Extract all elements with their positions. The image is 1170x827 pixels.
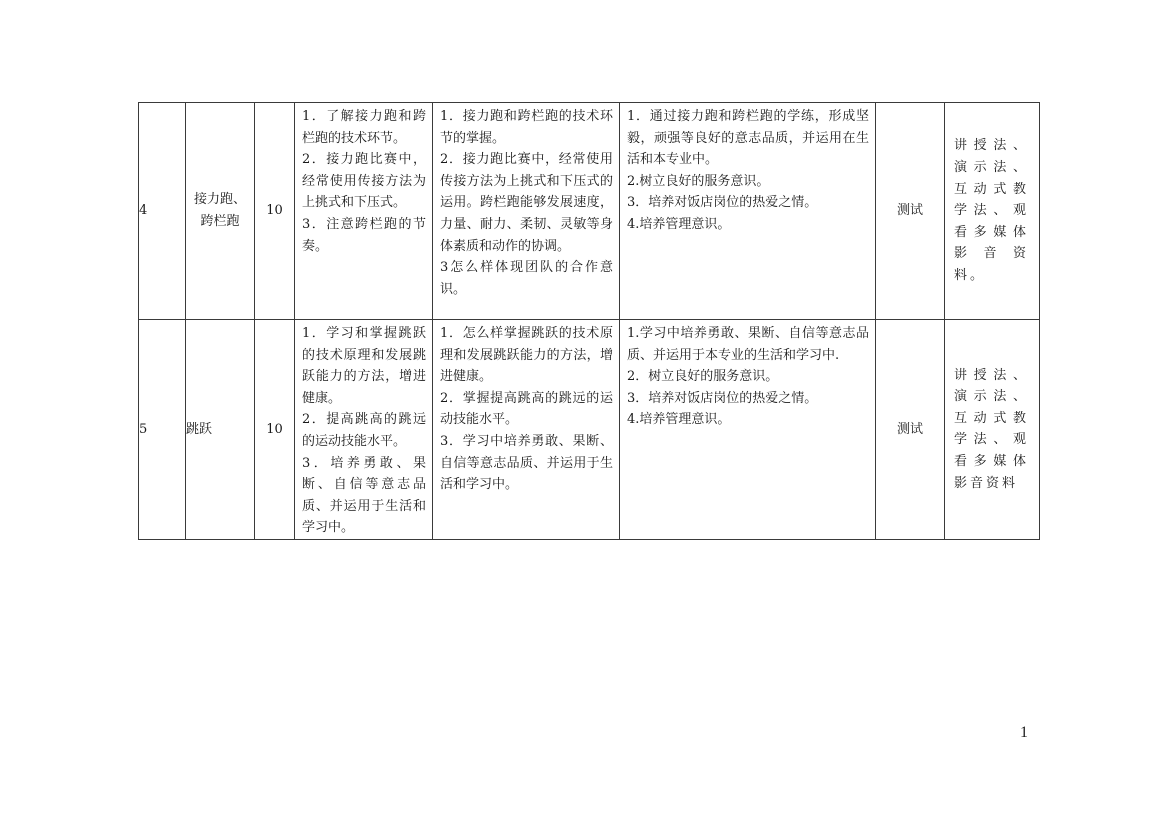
unit-cell [186,103,255,320]
methods-cell [945,320,1040,540]
row-number-cell [139,103,186,320]
key-point-item: 2．接力跑比赛中，经常使用传接方法为上挑式和下压式的运用。跨栏跑能够发展速度，力量、耐力、柔韧、灵敏等身体素质和动作的协调。 [440,152,613,254]
goal-item: 1．了解接力跑和跨栏跑的技术环节。 [302,109,426,146]
ideology-item: 4.培养管理意识。 [627,216,731,232]
goal-item: 2．接力跑比赛中，经常使用传接方法为上挑式和下压式。 [302,152,426,211]
key-point-item: 1．接力跑和跨栏跑的技术环节的掌握。 [440,109,613,146]
key-point-item: 3怎么样体现团队的合作意识。 [440,260,613,297]
ideology-item: 1.学习中培养勇敢、果断、自信等意志品质、并运用于本专业的生活和学习中. [627,326,869,363]
ideology-item: 2.树立良好的服务意识。 [627,173,770,189]
hours-value: 10 [266,421,283,437]
methods-text: 讲授法、演示法、互动式教学法、观看多媒体影音资料。 [954,138,1029,283]
goal-item: 3．注意跨栏跑的节奏。 [302,216,426,254]
assessment-cell [876,320,945,540]
curriculum-table [138,102,1040,540]
ideology-item: 4.培养管理意识。 [627,412,731,428]
key-point-item: 1．怎么样掌握跳跃的技术原理和发展跳跃能力的方法，增进健康。 [440,326,613,385]
key-points-cell [433,103,620,320]
key-point-item: 2．掌握提高跳高的跳远的运动技能水平。 [440,390,613,428]
methods-text: 讲授法、演示法、互动式教学法、观看多媒体影音资料 [954,367,1029,491]
row-number: 5 [139,421,148,437]
table-row [139,103,1040,320]
unit-name: 跳跃 [186,421,213,437]
unit-cell [186,320,255,540]
methods-cell [945,103,1040,320]
row-number: 4 [139,203,148,219]
goals-cell [295,320,433,540]
hours-cell [255,103,295,320]
key-point-item: 3．学习中培养勇敢、果断、自信等意志品质、并运用于生活和学习中。 [440,433,613,493]
assessment-cell [876,103,945,320]
ideology-item: 1．通过接力跑和跨栏跑的学练，形成坚毅，顽强等良好的意志品质，并运用在生活和本专业中。 [627,109,869,168]
ideology-cell [620,103,876,320]
ideology-item: 3．培养对饭店岗位的热爱之情。 [627,390,818,406]
goal-item: 1．学习和掌握跳跃的技术原理和发展跳跃能力的方法，增进健康。 [302,326,426,406]
hours-value: 10 [266,203,283,219]
ideology-cell [620,320,876,540]
key-points-cell [433,320,620,540]
table-body [139,103,1040,540]
ideology-item: 3．培养对饭店岗位的热爱之情。 [627,195,818,211]
table-row [139,320,1040,540]
row-number-cell [139,320,186,540]
goals-cell [295,103,433,320]
assessment-value: 测试 [896,421,923,437]
goal-item: 3．培养勇敢、果断、自信等意志品质、并运用于生活和学习中。 [302,455,426,536]
page-number: 1 [1020,724,1028,741]
ideology-item: 2．树立良好的服务意识。 [627,369,779,385]
goal-item: 2．提高跳高的跳远的运动技能水平。 [302,412,426,449]
hours-cell [255,320,295,540]
assessment-value: 测试 [896,203,923,219]
unit-name: 接力跑、 跨栏跑 [193,192,246,229]
